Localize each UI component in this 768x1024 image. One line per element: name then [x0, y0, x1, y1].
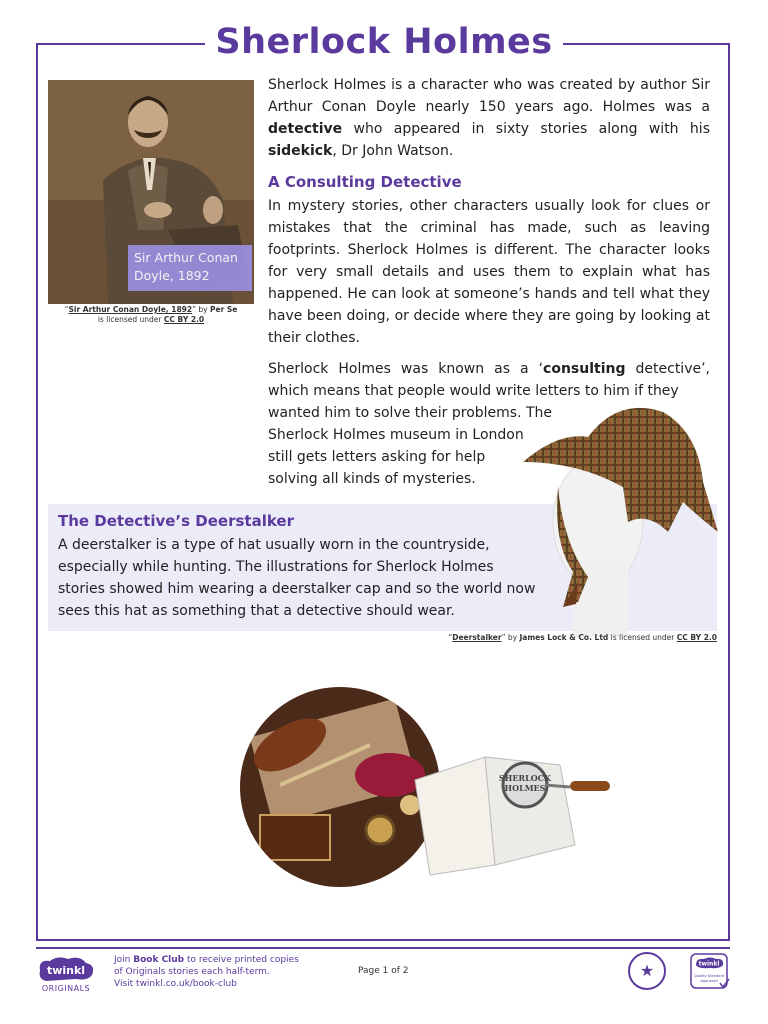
badge-line2: Approved	[700, 979, 718, 983]
logo-twinkl-text: twinkl	[46, 964, 86, 977]
consulting-line-5: still gets letters asking for help	[268, 449, 486, 465]
consulting-text-2: detective’, which means that people would write letters to him if they	[268, 361, 710, 399]
intro-paragraph	[268, 74, 710, 162]
photo-credit-license-pre: is licensed under	[97, 315, 162, 324]
quality-standard-badge	[690, 953, 730, 991]
photo-credit-by: by	[198, 305, 208, 314]
photo-caption: Sir Arthur Conan Doyle, 1892	[128, 245, 252, 291]
star-icon: ★	[628, 952, 666, 990]
intro-bold-detective: detective	[268, 121, 343, 137]
hat-credit-license-pre: is licensed under	[610, 633, 675, 642]
photo-credit-link[interactable]: Sir Arthur Conan Doyle, 1892	[68, 305, 193, 314]
intro-text-1: Sherlock Holmes is a character who was created by author Sir Arthur Conan Doyle nearly 150 years ago. Holmes was a	[268, 77, 710, 115]
intro-text-3: , Dr John Watson.	[332, 143, 454, 159]
hat-credit-author: James Lock & Co. Ltd	[519, 633, 609, 642]
consulting-line-6: solving all kinds of mysteries.	[268, 471, 476, 487]
logo-originals-text: ORIGINALS	[41, 984, 91, 993]
footer-join-rest: to receive printed copies	[184, 955, 299, 965]
section-body-deerstalker: A deerstalker is a type of hat usually worn in the countryside, especially while hunting. The illustrations for Sherlock Holmes stories showed him wearing a deerstalker cap and so the world now sees this hat as something that a detective should wear.	[58, 537, 536, 619]
photo-credit: “Sir Arthur Conan Doyle, 1892” by Per Se is licensed under CC BY 2.0	[64, 305, 238, 324]
section-body-consulting: In mystery stories, other characters usually look for clues or mistakes that the criminal has made, such as leaving footprints. Sherlock Holmes is different. The character looks for very small details and uses them to explain what has happened. He can look at someone’s hands and tell what they have been doing, or decide where they are going by looking at their clothes.	[268, 198, 710, 346]
book-title-line2: HOLMES	[504, 783, 546, 793]
page-title: Sherlock Holmes	[205, 22, 562, 62]
twinkl-originals-logo[interactable]	[36, 955, 96, 993]
footer-divider	[36, 947, 730, 949]
hat-credit-by: by	[507, 633, 518, 642]
photo-credit-author: Per Se	[210, 305, 238, 314]
intro-text-2: who appeared in sixty stories along with his	[342, 121, 710, 137]
footer-link[interactable]: Visit twinkl.co.uk/book-club	[114, 979, 237, 989]
footer-book-club[interactable]: Book Club	[133, 955, 185, 965]
section-heading-deerstalker: The Detective’s Deerstalker	[58, 512, 294, 530]
hat-credit: “Deerstalker” by James Lock & Co. Ltd is licensed under CC BY 2.0	[448, 633, 717, 642]
photo-license-link[interactable]: CC BY 2.0	[163, 315, 205, 324]
badge-brand-text: twinkl	[698, 960, 720, 968]
book-club-text	[114, 954, 299, 990]
consulting-bold: consulting	[543, 361, 626, 377]
footer-line2: of Originals stories each half-term.	[114, 967, 270, 977]
consulting-line-4: Sherlock Holmes museum in London	[268, 427, 524, 443]
badge-line1: Quality Standard	[693, 974, 725, 978]
hat-license-link[interactable]: CC BY 2.0	[676, 633, 717, 642]
deerstalker-hat-image	[518, 392, 723, 637]
hat-credit-link[interactable]: Deerstalker	[452, 633, 502, 642]
page-number: Page 1 of 2	[358, 966, 409, 976]
consulting-text-1: Sherlock Holmes was known as a ‘	[268, 361, 544, 377]
book-title-line1: SHERLOCK	[499, 773, 551, 783]
intro-bold-sidekick: sidekick	[268, 143, 333, 159]
page-title-wrap	[0, 22, 768, 62]
detective-collage-image	[240, 685, 620, 895]
section-heading-consulting: A Consulting Detective	[268, 173, 462, 191]
footer-join: Join	[114, 955, 134, 965]
consulting-line-3: wanted him to solve their problems. The	[268, 405, 553, 421]
